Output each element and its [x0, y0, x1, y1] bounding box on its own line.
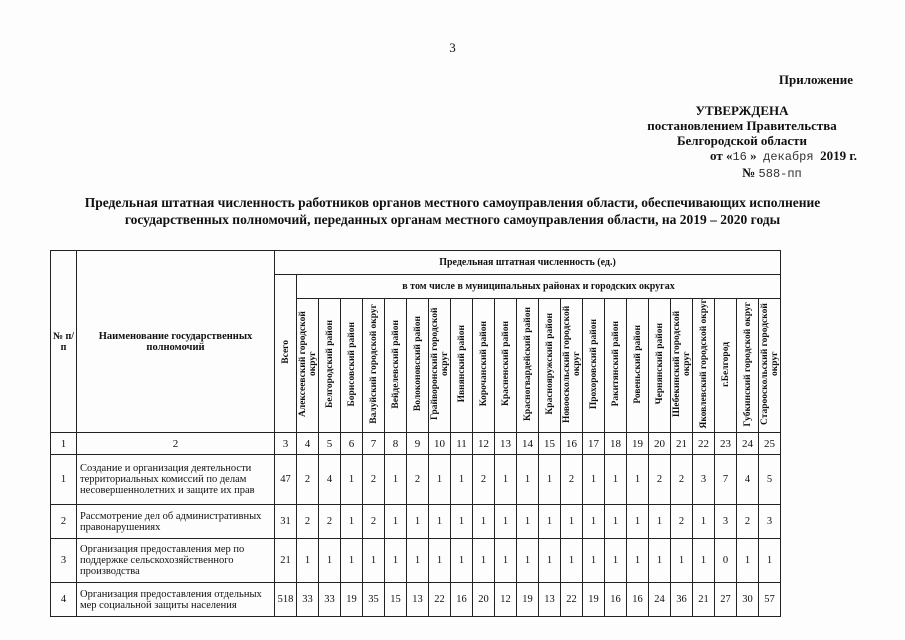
row-value: 1 — [627, 539, 649, 583]
index-cell: 3 — [275, 433, 297, 455]
row-value: 4 — [319, 455, 341, 505]
header-district: Борисовский район — [341, 299, 363, 433]
row-value: 3 — [693, 455, 715, 505]
row-value: 12 — [495, 583, 517, 617]
row-value: 1 — [429, 455, 451, 505]
row-value: 1 — [605, 539, 627, 583]
row-num: 1 — [51, 455, 77, 505]
row-value: 22 — [429, 583, 451, 617]
row-value: 3 — [715, 505, 737, 539]
index-cell: 18 — [605, 433, 627, 455]
header-district: Красногвардейский район — [517, 299, 539, 433]
row-value: 2 — [671, 505, 693, 539]
index-cell: 19 — [627, 433, 649, 455]
row-value: 7 — [715, 455, 737, 505]
approved-by-line: постановлением Правительства — [647, 118, 837, 133]
row-value: 1 — [671, 539, 693, 583]
row-total: 21 — [275, 539, 297, 583]
row-value: 1 — [561, 539, 583, 583]
header-district: Красненский район — [495, 299, 517, 433]
index-cell: 1 — [51, 433, 77, 455]
header-district: Прохоровский район — [583, 299, 605, 433]
row-value: 1 — [429, 539, 451, 583]
row-value: 1 — [517, 505, 539, 539]
row-value: 2 — [649, 455, 671, 505]
row-total: 31 — [275, 505, 297, 539]
row-value: 1 — [649, 505, 671, 539]
row-value: 1 — [759, 539, 781, 583]
index-cell: 7 — [363, 433, 385, 455]
row-value: 1 — [319, 539, 341, 583]
row-value: 13 — [539, 583, 561, 617]
header-district: Алексеевский городской округ — [297, 299, 319, 433]
row-value: 1 — [627, 505, 649, 539]
row-value: 2 — [363, 505, 385, 539]
index-cell: 8 — [385, 433, 407, 455]
row-value: 20 — [473, 583, 495, 617]
row-value: 1 — [693, 505, 715, 539]
row-value: 19 — [341, 583, 363, 617]
row-value: 2 — [363, 455, 385, 505]
row-value: 2 — [473, 455, 495, 505]
row-value: 4 — [737, 455, 759, 505]
table-row — [51, 455, 781, 505]
row-num: 3 — [51, 539, 77, 583]
row-value: 1 — [495, 539, 517, 583]
header-district: Шебекинский городской округ — [671, 299, 693, 433]
row-value: 2 — [297, 505, 319, 539]
header-district: Валуйский городской округ — [363, 299, 385, 433]
row-value: 1 — [407, 505, 429, 539]
row-value: 5 — [759, 455, 781, 505]
row-value: 1 — [429, 505, 451, 539]
header-district: Корочанский район — [473, 299, 495, 433]
row-num: 2 — [51, 505, 77, 539]
header-district: Чернянский район — [649, 299, 671, 433]
index-cell: 20 — [649, 433, 671, 455]
header-district: Ивнянский район — [451, 299, 473, 433]
header-group: Предельная штатная численность (ед.) — [275, 251, 781, 275]
header-district: г.Белгород — [715, 299, 737, 433]
approved-label: УТВЕРЖДЕНА — [695, 103, 789, 118]
row-value: 1 — [407, 539, 429, 583]
document-title: Предельная штатная численность работников органов местного самоуправления области, обеспечивающих исполнение государственных полномочий, переданных органам местного самоуправления области, на 2019 – 2020 годы — [84, 195, 821, 227]
row-value: 13 — [407, 583, 429, 617]
row-value: 19 — [517, 583, 539, 617]
appendix-label: Приложение — [778, 72, 853, 87]
index-cell: 23 — [715, 433, 737, 455]
row-value: 2 — [737, 505, 759, 539]
row-value: 27 — [715, 583, 737, 617]
row-value: 30 — [737, 583, 759, 617]
row-value: 3 — [759, 505, 781, 539]
row-value: 33 — [297, 583, 319, 617]
index-cell: 2 — [77, 433, 275, 455]
header-num: № п/п — [51, 251, 77, 433]
header-district: Старооскольский городской округ — [759, 299, 781, 433]
header-district: Волоконовский район — [407, 299, 429, 433]
index-cell: 9 — [407, 433, 429, 455]
row-value: 1 — [495, 455, 517, 505]
index-cell: 13 — [495, 433, 517, 455]
row-value: 33 — [319, 583, 341, 617]
row-value: 1 — [605, 455, 627, 505]
approval-number: № 588-пп — [742, 165, 802, 181]
row-value: 1 — [385, 539, 407, 583]
row-name: Рассмотрение дел об административных правонарушениях — [77, 505, 275, 539]
row-value: 16 — [451, 583, 473, 617]
row-value: 1 — [495, 505, 517, 539]
row-value: 1 — [737, 539, 759, 583]
row-value: 2 — [671, 455, 693, 505]
row-value: 1 — [363, 539, 385, 583]
row-value: 1 — [539, 539, 561, 583]
row-value: 1 — [341, 505, 363, 539]
row-total: 518 — [275, 583, 297, 617]
date-year: 2019 г. — [820, 148, 857, 163]
index-cell: 22 — [693, 433, 715, 455]
row-value: 1 — [451, 539, 473, 583]
header-district: Белгородский район — [319, 299, 341, 433]
row-name: Организация предоставления мер по поддержке сельскохозяйственного производства — [77, 539, 275, 583]
row-value: 1 — [517, 539, 539, 583]
row-value: 1 — [451, 505, 473, 539]
row-value: 36 — [671, 583, 693, 617]
row-value: 16 — [605, 583, 627, 617]
index-cell: 4 — [297, 433, 319, 455]
row-name: Организация предоставления отдельных мер социальной защиты населения — [77, 583, 275, 617]
index-cell: 25 — [759, 433, 781, 455]
table-row — [51, 583, 781, 617]
index-cell: 16 — [561, 433, 583, 455]
approval-date: от «16 » декабря 2019 г. — [710, 148, 857, 164]
row-value: 1 — [473, 539, 495, 583]
index-cell: 12 — [473, 433, 495, 455]
index-cell: 6 — [341, 433, 363, 455]
number-value: 588-пп — [758, 167, 802, 181]
header-district: Ракитянский район — [605, 299, 627, 433]
header-district: Вейделевский район — [385, 299, 407, 433]
approval-block — [627, 72, 857, 182]
row-value: 1 — [297, 539, 319, 583]
row-value: 1 — [583, 539, 605, 583]
row-value: 1 — [451, 455, 473, 505]
approved-region: Белгородской области — [676, 133, 808, 148]
row-value: 1 — [341, 539, 363, 583]
row-value: 2 — [561, 455, 583, 505]
row-value: 21 — [693, 583, 715, 617]
header-district: Новооскольский городской округ — [561, 299, 583, 433]
index-cell: 24 — [737, 433, 759, 455]
staffing-table — [50, 250, 781, 617]
date-month: декабря — [763, 150, 814, 164]
index-cell: 17 — [583, 433, 605, 455]
index-cell: 5 — [319, 433, 341, 455]
row-value: 1 — [583, 455, 605, 505]
header-district: Грайворонский городской округ — [429, 299, 451, 433]
row-value: 15 — [385, 583, 407, 617]
row-value: 1 — [627, 455, 649, 505]
row-value: 57 — [759, 583, 781, 617]
header-district: Губкинский городской округ — [737, 299, 759, 433]
row-total: 47 — [275, 455, 297, 505]
header-district: Ровеньский район — [627, 299, 649, 433]
page-number: 3 — [449, 40, 456, 55]
row-value: 1 — [385, 455, 407, 505]
index-cell: 10 — [429, 433, 451, 455]
row-value: 1 — [473, 505, 495, 539]
header-district: Краснояружский район — [539, 299, 561, 433]
row-value: 1 — [693, 539, 715, 583]
row-value: 1 — [341, 455, 363, 505]
index-cell: 21 — [671, 433, 693, 455]
row-value: 2 — [297, 455, 319, 505]
header-name: Наименование государственных полномочий — [77, 251, 275, 433]
index-cell: 11 — [451, 433, 473, 455]
row-value: 2 — [319, 505, 341, 539]
table-row — [51, 505, 781, 539]
index-cell: 14 — [517, 433, 539, 455]
header-district: Яковлевский городской округ — [693, 299, 715, 433]
row-value: 0 — [715, 539, 737, 583]
row-value: 19 — [583, 583, 605, 617]
row-value: 1 — [561, 505, 583, 539]
row-num: 4 — [51, 583, 77, 617]
row-value: 1 — [517, 455, 539, 505]
row-value: 16 — [627, 583, 649, 617]
date-day: 16 — [732, 150, 747, 164]
row-value: 24 — [649, 583, 671, 617]
row-value: 1 — [583, 505, 605, 539]
row-value: 22 — [561, 583, 583, 617]
row-value: 1 — [605, 505, 627, 539]
row-value: 35 — [363, 583, 385, 617]
header-sub: в том числе в муниципальных районах и городских округах — [297, 275, 781, 299]
row-name: Создание и организация деятельности территориальных комиссий по делам несовершеннолетних и защите их прав — [77, 455, 275, 505]
row-value: 2 — [407, 455, 429, 505]
row-value: 1 — [385, 505, 407, 539]
index-cell: 15 — [539, 433, 561, 455]
row-value: 1 — [649, 539, 671, 583]
row-value: 1 — [539, 505, 561, 539]
table-row — [51, 539, 781, 583]
header-total: Всего — [275, 275, 297, 433]
row-value: 1 — [539, 455, 561, 505]
